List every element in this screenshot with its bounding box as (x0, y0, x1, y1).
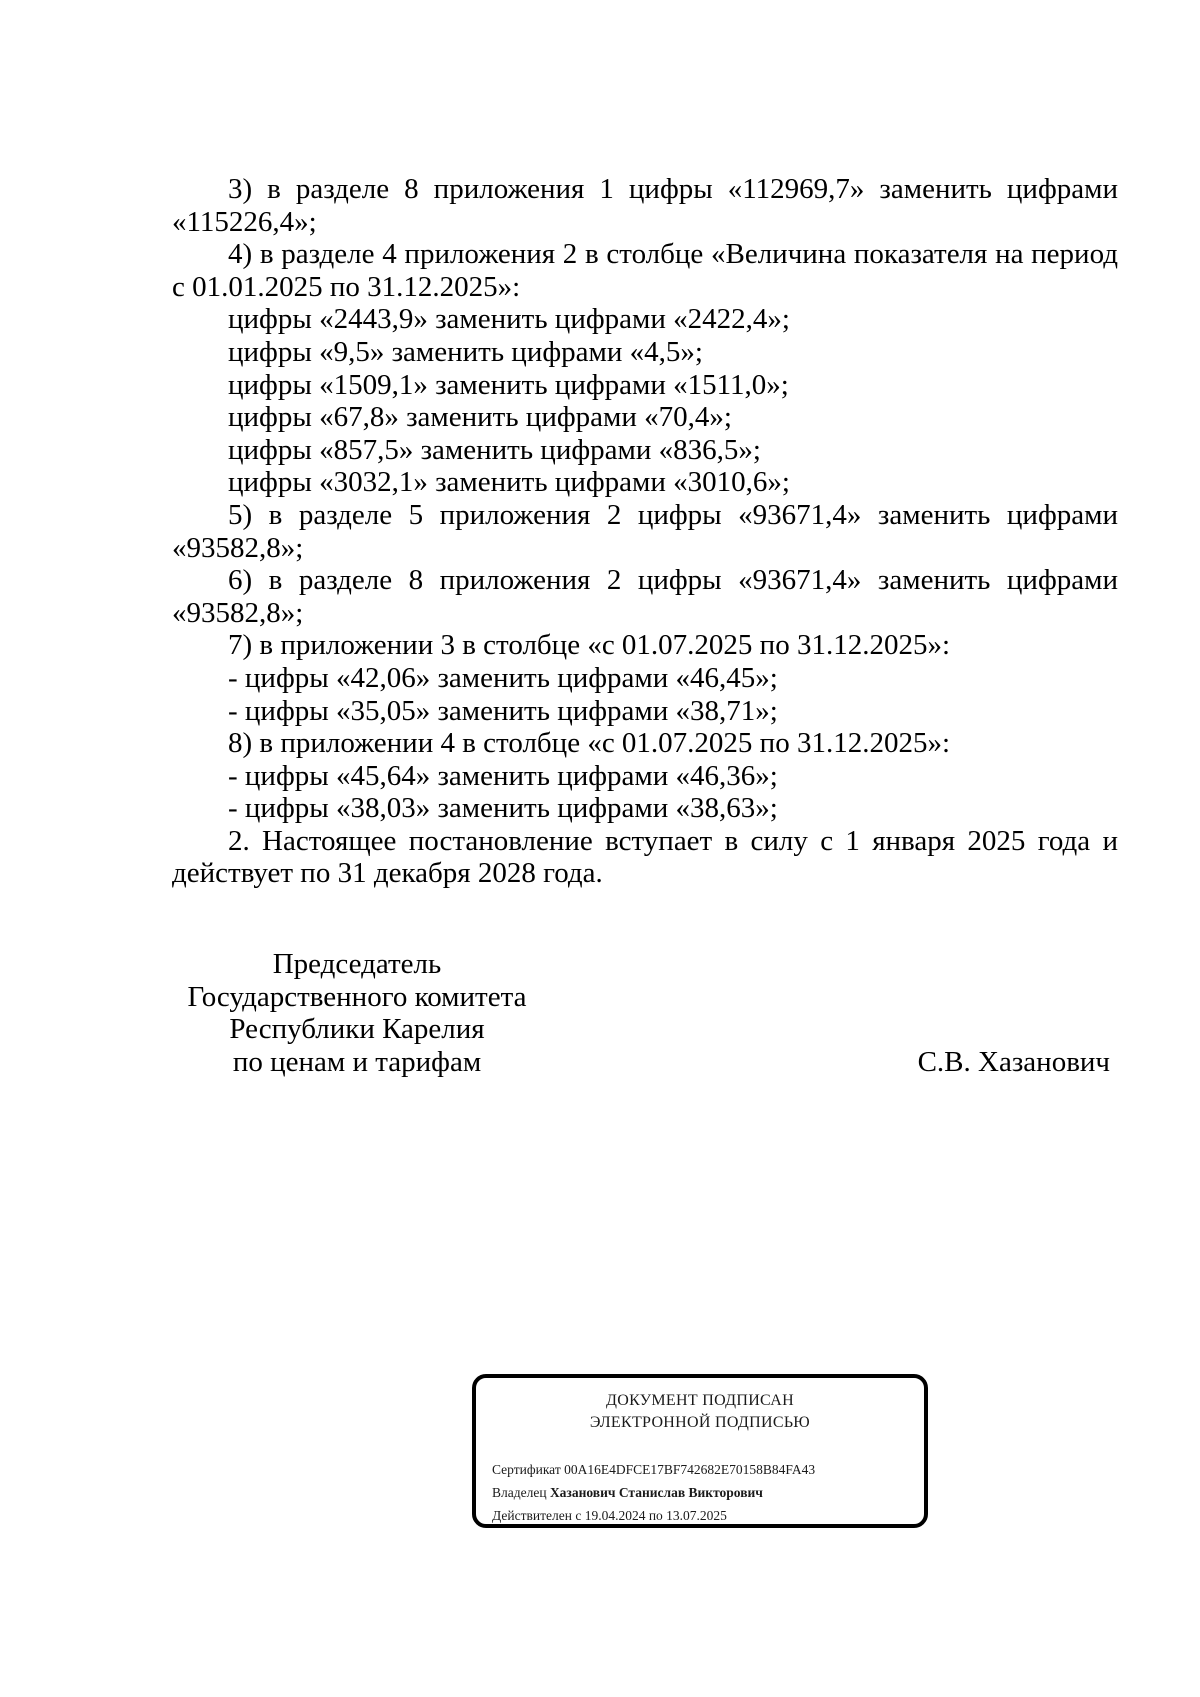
stamp-owner-value: Хазанович Станислав Викторович (549, 1485, 763, 1500)
stamp-valid-from-label: с (575, 1508, 582, 1523)
effective-date-paragraph: 2. Настоящее постановление вступает в силу с 1 января 2025 года и действует по 31 декабря 2028 года. (172, 824, 1118, 890)
signatory-position-line: Республики Карелия (229, 1013, 485, 1046)
stamp-valid-label: Действителен (492, 1508, 572, 1523)
paragraph-item-8: 8) в приложении 4 в столбце «с 01.07.2025 по 31.12.2025»: (228, 727, 951, 760)
stamp-valid-from: 19.04.2024 (584, 1508, 646, 1523)
replacement-line: - цифры «45,64» заменить цифрами «46,36»; (228, 759, 778, 792)
signatory-position-line: Председатель (272, 948, 442, 980)
replacement-line: - цифры «38,03» заменить цифрами «38,63»; (228, 792, 778, 825)
document-body (172, 173, 1118, 890)
signatory-position (172, 948, 542, 1078)
stamp-details (492, 1458, 815, 1527)
signatory-position-line: по ценам и тарифам (232, 1045, 482, 1078)
stamp-heading-line: ДОКУМЕНТ ПОДПИСАН (606, 1392, 794, 1409)
stamp-certificate-value: 00A16E4DFCE17BF742682E70158B84FA43 (564, 1462, 816, 1477)
replacement-line: цифры «9,5» заменить цифрами «4,5»; (228, 335, 703, 368)
replacement-line: цифры «1509,1» заменить цифрами «1511,0»; (228, 368, 789, 401)
electronic-signature-stamp (472, 1374, 928, 1528)
replacement-line: цифры «857,5» заменить цифрами «836,5»; (228, 433, 761, 466)
paragraph-item-4: 4) в разделе 4 приложения 2 в столбце «Величина показателя на период с 01.01.2025 по 31.12.2025»: (172, 238, 1118, 303)
stamp-valid-to-label: по (648, 1508, 663, 1523)
stamp-owner (492, 1481, 815, 1504)
stamp-certificate-label: Сертификат (492, 1462, 561, 1477)
replacement-line: - цифры «42,06» заменить цифрами «46,45»; (228, 661, 778, 694)
signatory-name: С.В. Хазанович (917, 1046, 1110, 1078)
stamp-validity (492, 1504, 815, 1527)
paragraph-item-5: 5) в разделе 5 приложения 2 цифры «93671,4» заменить цифрами «93582,8»; (172, 498, 1118, 564)
paragraph-item-7: 7) в приложении 3 в столбце «с 01.07.2025 по 31.12.2025»: (228, 629, 951, 662)
replacement-line: - цифры «35,05» заменить цифрами «38,71»; (228, 694, 778, 727)
signatory-position-line: Государственного комитета (187, 980, 527, 1013)
stamp-heading-line: ЭЛЕКТРОННОЙ ПОДПИСЬЮ (589, 1414, 811, 1431)
replacement-line: цифры «2443,9» заменить цифрами «2422,4»; (228, 303, 790, 336)
replacement-line: цифры «67,8» заменить цифрами «70,4»; (228, 401, 732, 434)
stamp-owner-label: Владелец (492, 1485, 547, 1500)
stamp-heading (476, 1390, 924, 1434)
stamp-valid-to: 13.07.2025 (666, 1508, 727, 1523)
stamp-certificate (492, 1458, 815, 1481)
paragraph-item-6: 6) в разделе 8 приложения 2 цифры «93671,4» заменить цифрами «93582,8»; (172, 564, 1118, 629)
replacement-line: цифры «3032,1» заменить цифрами «3010,6»; (228, 466, 790, 499)
paragraph-item-3: 3) в разделе 8 приложения 1 цифры «112969,7» заменить цифрами «115226,4»; (172, 173, 1118, 238)
